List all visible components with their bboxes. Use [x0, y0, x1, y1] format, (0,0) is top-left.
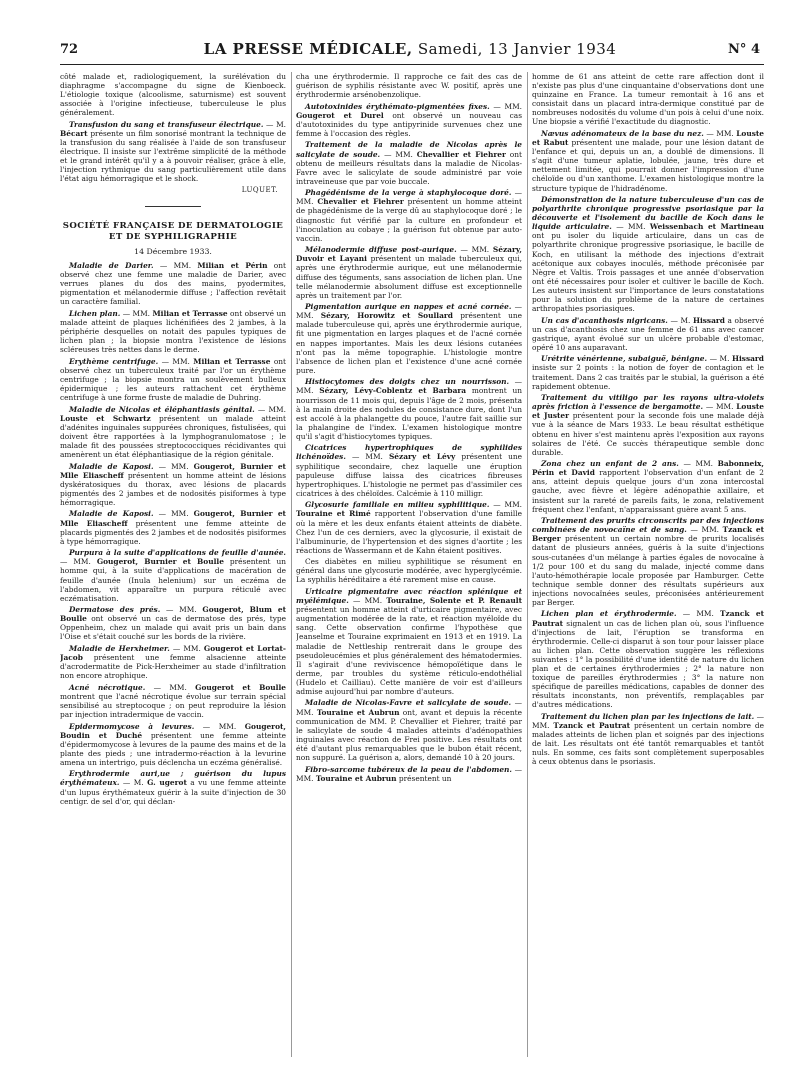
article-acanthosis: Un cas d'acanthosis nigricans. — M. Hissard a observé un cas d'acanthosis chez une femme de 61 ans avec cancer gastrique, ayant évolué sur un ulcère probable d'estomac, opéré 10 ans auparavant.	[532, 315, 764, 352]
article-heading: Traitement du lichen plan par les injections de lait.	[541, 711, 755, 721]
article-heading: Nævus adénomateux de la base du nez.	[541, 128, 704, 138]
article-body: insiste sur 2 points : la notion de foyer de contagion et le traitement. Dans 2 cas traités par le stubial, la guérison a été rapidement obtenue.	[532, 363, 764, 391]
author-names: Gougerot et Lortat-Jacob	[60, 643, 286, 663]
article-heading: Un cas d'acanthosis nigricans.	[541, 315, 668, 325]
article-phagedenisme: Phagédénisme de la verge à staphylocoque doré. — MM. Chevalier et Fiehrer présentent un homme atteint de phagédénisme de la verge dû au staphylocoque doré ; le diagnostic fut vérifié par la culture en profondeur et l'inoculation au cobaye ; la guérison fut obtenue par auto-vaccin.	[296, 188, 522, 243]
column-3	[532, 72, 764, 1062]
author-names: Gougerot, Burnier et Mlle Eliascheff	[60, 461, 286, 480]
article-purpura: Purpura à la suite d'applications de feuille d'aunée. — MM. Gougerot, Burnier et Boulle présentent un homme qui, à la suite d'applications de macération de feuille d'aunée (Inula helenium) sur un eczéma de l'abdomen, vit apparaître un purpura réticulé avec eczématisation.	[60, 548, 286, 603]
article-heading: Histiocytomes des doigts chez un nourrisson.	[305, 377, 510, 387]
article-body: signalent un cas de lichen plan où, sous l'influence d'injections de lait, l'éruption se transforma en érythrodermie. Celle-ci disparut à son tour pour laisser place au lichen plan. Cette observation suggère les réflexions suivantes : 1° la possibilité d'une identité de nature du lichen plan et de certaines érythrodermies ; 2° la nature non toxique de pareilles érythrodermies ; 3° la nature non spécifique de pareilles médications, capables de donner des résultats inconstants, non préventifs, remplaçables par d'autres médications.	[532, 618, 764, 710]
article-acne: Acné nécrotique. — MM. Gougerot et Boulle montrent que l'acné nécrotique évolue sur terrain spécial sensibilisé au streptocoque ; on peut reproduire la lésion par injection intradermique de vaccin.	[60, 682, 286, 720]
article-body: ont observé un malade atteint de plaques lichénifiées des 2 jambes, à la périphérie desquelles on notait des papules typiques de lichen plan ; la biopsie montra l'existence de lésions scléreuses très nettes dans le derme.	[60, 308, 286, 355]
article-herxheimer: Maladie de Herxheimer. — MM. Gougerot et Lortat-Jacob présentent une femme alsacienne atteinte d'acrodermatite de Pick-Herxheimer au stade d'infiltration non encore atrophique.	[60, 643, 286, 681]
article-body: présentent une syphilitique secondaire, chez laquelle une éruption papuleuse diffuse laissa des cicatrices fibreuses hypertrophiques. L'histologie ne permet pas d'assimiler ces cicatrices à des chéloïdes. Calcémie à 110 milligr.	[296, 452, 522, 498]
article-body: ont observé chez un tuberculeux traité par l'or un érythème centrifuge ; la biopsie montra un soulèvement bulleux épidermique ; les auteurs rattachent cet érythème centrifuge à une forme fruste de maladie de Duhring.	[60, 356, 286, 403]
article-heading: Fibro-sarcome tubéreux de la peau de l'abdomen.	[305, 764, 512, 774]
article-heading: Démonstration de la nature tuberculeuse d'un cas de polyarthrite chronique progressive psoriasique par la découverte et l'isolement du bacille de Koch dans le liquide articulaire.	[532, 195, 764, 232]
author-names: Gougerot, Blum et Boulle	[60, 605, 286, 624]
author-names: Milian et Périn	[197, 261, 268, 271]
article-body: présentent une femme atteinte d'épidermomycose à levures de la paume des mains et de la plante des pieds ; une intradermo-réaction à la levurine amena un intertrigo, puis déclencha un eczéma généralisé.	[60, 730, 286, 767]
article-body: rapportent l'observation d'une famille où la mère et les deux enfants étaient atteints de diabète. Chez l'un de ces derniers, avec la glycosurie, il existait de l'albuminurie, de l'hypertension et des signes d'aortite ; les réactions de Wassermann et de Kahn étaient positives.	[296, 509, 522, 555]
article-body: ont, avant et depuis la récente communication de MM. P. Chevallier et Fiehrer, traité par le salicylate de soude 4 malades atteints d'adénopathies inguinales avec réaction de Frei positive. Les résultats ont été d'autant plus remarquables que le bubon était récent, non suppuré. La guérison a, alors, demandé 10 à 20 jours.	[296, 707, 522, 763]
article-heading: Pigmentation aurique en nappes et acné cornée.	[305, 302, 512, 312]
author-names: Hissard	[732, 354, 764, 364]
article-body: présentent une malade, pour une lésion datant de l'enfance et qui, depuis un an, a doublé de dimensions. Il s'agit d'une tumeur aplatie, lobulée, jaune, très dure et nettement limitée, qui pourrait donner l'impression d'une chéloïde ou d'un xanthome. L'examen histologique montre la structure typique de l'hidradénome.	[532, 138, 764, 193]
author-names: Touraine et Aubrun	[316, 707, 400, 717]
article-body: présentent un homme atteint de phagédénisme de la verge dû au staphylocoque doré ; le diagnostic fut vérifié par la culture en profondeur et l'inoculation au cobaye ; la guérison fut obtenue par auto-vaccin.	[296, 197, 522, 243]
article-urticaire: Urticaire pigmentaire avec réaction splénique et myélémique. — MM. Touraine, Solente et P. Renault présentent un homme atteint d'urticaire pigmentaire, avec augmentation modérée de la rate, et réaction myéloïde du sang. Cette observation confirme l'hypothèse que Jeanselme et Touraine exprimaient en 1913 et en 1919. La maladie de Nettleship rentrerait dans le groupe des pseudoleucémies et plus généralement des hématodermies. Il s'agirait d'une reviviscence hémopoïétique dans le derme, par troubles du système réticulo-endothélial (Hudelo et Cailliau). Cette manière de voir est d'ailleurs admise aujourd'hui par nombre d'auteurs.	[296, 586, 522, 696]
author-names: Tzanck et Pautrat	[553, 720, 631, 730]
column-divider	[291, 72, 292, 1057]
article-heading: Glycosurie familiale en milieu syphilitique.	[305, 500, 490, 510]
article-heading: Maladie de Nicolas-Favre et salicylate de soude.	[305, 698, 512, 708]
article-heading: Erythrodermie auri,ue ; guérison du lupus érythémateux.	[60, 769, 286, 788]
article-glycosurie: Glycosurie familiale en milieu syphilitique. — MM. Touraine et Rimé rapportent l'observation d'une famille où la mère et les deux enfants étaient atteints de diabète. Chez l'un de ces derniers, avec la glycosurie, il existait de l'albuminurie, de l'hypertension et des signes d'aortite ; les réactions de Wassermann et de Kahn étaient positives.	[296, 500, 522, 555]
article-darier: Maladie de Darier. — MM. Milian et Périn ont observé chez une femme une maladie de Darier, avec verrues planes du dos des mains, pyodermites, pigmentation et mélanodermie diffuse ; l'affection revêtait un caractère familial.	[60, 261, 286, 307]
society-heading: SOCIÉTÉ FRANÇAISE DE DERMATOLOGIE ET DE SYPHILIGRAPHIE	[62, 221, 284, 242]
author-names: Sézary, Duvoir et Layani	[296, 245, 522, 264]
author-names: Gougerot et Durel	[296, 110, 384, 120]
article-vitiligo: Traitement du vitiligo par les rayons ultra-violets après friction à l'essence de bergamotte. — MM. Louste et Juster présentent pour la seconde fois une malade déjà vue à la séance de Mars 1933. Le beau résultat esthétique obtenu en hiver s'est maintenu après l'exposition aux rayons solaires de l'été. Ce succès thérapeutique semble donc durable.	[532, 393, 764, 457]
article-body: montrent un nourrisson de 11 mois qui, depuis l'âge de 2 mois, présenta à la main droite des nodules de consistance dure, dont l'un est accolé à la phalangette du pouce, l'autre fait saillie sur la phalangine de l'index. L'examen histologique montre qu'il s'agit d'histiocytomes typiques.	[296, 386, 522, 441]
author-names: Tzanck et Pautrat	[532, 609, 764, 628]
author-names: Babonneix, Périn et David	[532, 459, 764, 478]
article-autotoxinides: Autotoxinides érythémato-pigmentées fixes. — MM. Gougerot et Durel ont observé un nouveau cas d'autotoxinides du type antipyrinide survenues chez une femme à l'occasion des règles.	[296, 101, 522, 138]
article-heading: Maladie de Nicolas et éléphantiasis génital.	[69, 404, 255, 414]
article-heading: Lichen plan et érythrodermie.	[541, 609, 677, 619]
article-heading: Purpura à la suite d'applications de feuille d'aunée.	[69, 548, 286, 558]
article-heading: Zona chez un enfant de 2 ans.	[541, 459, 679, 469]
article-heading: Traitement des prurits circonscrits par des injections combinées de novocaïne et de sang.	[532, 516, 764, 535]
section-separator	[145, 206, 201, 207]
article-zona: Zona chez un enfant de 2 ans. — MM. Babonneix, Périn et David rapportent l'observation d'un enfant de 2 ans, atteint depuis quelque jours d'un zona intercostal gauche, avec fièvre et légère adénopathie axillaire, et insistent sur la rareté de pareils faits, le zona, relativement fréquent chez l'enfant, n'apparaissant guère avant 5 ans.	[532, 459, 764, 514]
article-fibro-sarcome: Fibro-sarcome tubéreux de la peau de l'abdomen. — MM. Touraine et Aubrun présentent un	[296, 764, 522, 783]
article-nicolas: Maladie de Nicolas et éléphantiasis génital. — MM. Louste et Schwartz présentent un malade atteint d'adénites inguinales suppurées chroniques, fistulisées, qui doivent être rapportées à la lymphogranulomatose ; le malade fit des poussées streptococciques récidivantes qui amenèrent un état éléphantiasique de la région génitale.	[60, 404, 286, 460]
article-body: ont observé chez une femme une maladie de Darier, avec verrues planes du dos des mains, pyodermites, pigmentation et mélanodermie diffuse ; l'affection revêtait un caractère familial.	[60, 261, 286, 307]
article-lichen-lait: Traitement du lichen plan par les injections de lait. — MM. Tzanck et Pautrat présentent un certain nombre de malades atteints de lichen plan et soignés par des injections de lait. Les résultats ont été tantôt remarquables et tantôt nuls. En somme, ces faits sont complètement superposables à ceux obtenus dans le psoriasis.	[532, 711, 764, 767]
article-heading: Urétrite vénérienne, subaiguë, bénigne.	[541, 354, 708, 364]
article-heading: Cicatrices hypertrophiques de syphilides lichénoïdes.	[296, 443, 522, 462]
article-body: présentent un homme qui, à la suite d'applications de macération de feuille d'aunée (Inula helenium) sur un eczéma de l'abdomen, vit apparaître un purpura réticulé avec eczématisation.	[60, 557, 286, 603]
page-number: 72	[60, 42, 79, 57]
article-erytheme: Erythème centrifuge. — MM. Milian et Terrasse ont observé chez un tuberculeux traité par l'or un érythème centrifuge ; la biopsie montra un soulèvement bulleux épidermique ; les auteurs rattachent cet érythème centrifuge à une forme fruste de maladie de Duhring.	[60, 356, 286, 403]
article-heading: Phagédénisme de la verge à staphylocoque doré.	[305, 188, 512, 198]
article-histiocytomes: Histiocytomes des doigts chez un nourrisson. — MM. Sézary, Lévy-Coblentz et Barbara montrent un nourrisson de 11 mois qui, depuis l'âge de 2 mois, présenta à la main droite des nodules de consistance dure, dont l'un est accolé à la phalangette du pouce, l'autre fait saillie sur la phalangine de l'index. L'examen histologique montre qu'il s'agit d'histiocytomes typiques.	[296, 377, 522, 441]
article-heading: Maladie de Kaposi.	[69, 509, 154, 519]
article-prurits: Traitement des prurits circonscrits par des injections combinées de novocaïne et de sang. — MM. Tzanck et Berger présentent un certain nombre de prurits localisés datant de plusieurs années, guéris à la suite d'injections sous-cutanées d'un mélange à parties égales de novocaïne à 1/2 pour 100 et du sang du malade, injecté comme dans l'auto-hémothérapie locale proposée par Hamburger. Cette technique semble donner des résultats supérieurs aux injections novocaïnées seules, préconisées antérieurement par Berger.	[532, 516, 764, 607]
article-body: présentent une malade tuberculeuse qui, après une érythrodermie aurique, fit une pigmentation en larges plaques et de l'acné cornée en nappes importantes. Mais les deux lésions cutanées n'ont pas la même topographie. L'histologie montre l'absence de lichen plan et l'existence d'une acné cornée pure.	[296, 311, 522, 375]
article-traitement-nicolas: Traitement de la maladie de Nicolas après le salicylate de soude. — MM. Chevallier et Fiehrer ont obtenu de meilleurs résultats dans la maladie de Nicolas-Favre avec le salicylate de soude administré par voie intraveineuse que par voie buccale.	[296, 140, 522, 186]
signature: LUQUET.	[241, 185, 278, 194]
paragraph: Ces diabètes en milieu syphilitique se résument en général dans une glycosurie modérée, avec hyperglycémie. La syphilis héréditaire a été rarement mise en cause.	[296, 557, 522, 585]
article-heading: Maladie de Herxheimer.	[69, 643, 170, 653]
article-heading: Erythème centrifuge.	[69, 356, 159, 366]
page-header	[60, 40, 760, 62]
author-names: Weissenbach et Martineau	[649, 222, 764, 232]
journal-name: LA PRESSE MÉDICALE,	[203, 40, 413, 58]
author-names: Milian et Terrasse	[193, 356, 271, 366]
article-heading: Autotoxinides érythémato-pigmentées fixes.	[305, 101, 490, 111]
header-rule	[60, 64, 764, 65]
column-divider	[527, 72, 528, 1057]
article-erythrodermie: Erythrodermie auri,ue ; guérison du lupus érythémateux. — M. G. ugerot a vu une femme atteinte d'un lupus érythémateux guérir à la suite d'injection de 30 centigr. de sel d'or, qui déclan-	[60, 769, 286, 806]
author-names: Louste et Juster	[532, 402, 764, 421]
article-body: présentent un homme atteint de lésions dyskératosiques du thorax, avec lésions de placards pigmentés des 2 jambes et de nodosités pisiformes à type hémorragique.	[60, 470, 286, 507]
author-names: Chevallier et Fiehrer	[416, 149, 506, 159]
article-melanodermie: Mélanodermie diffuse post-aurique. — MM. Sézary, Duvoir et Layani présentent un malade tuberculeux qui, après une érythrodermie aurique, eut une mélanodermie diffuse des téguments, sans association de lichen plan. Une telle mélanodermie absolument diffuse est exceptionnelle après un traitement par l'or.	[296, 245, 522, 300]
article-heading: Maladie de Darier.	[69, 261, 154, 271]
article-lichen-plan: Lichen plan. — MM. Milian et Terrasse ont observé un malade atteint de plaques lichénifiées des 2 jambes, à la périphérie desquelles on notait des papules typiques de lichen plan ; la biopsie montra l'existence de lésions scléreuses très nettes dans le derme.	[60, 308, 286, 355]
article-body: a observé un cas d'acanthosis chez une femme de 61 ans avec cancer gastrique, ayant évolué sur un ulcère probable d'estomac, opéré 10 ans auparavant.	[532, 315, 764, 352]
article-body: montrent que l'acné nécrotique évolue sur terrain spécial sensibilisé au streptocoque ; on peut reproduire la lésion par injection intradermique de vaccin.	[60, 691, 286, 720]
paragraph: cha une érythrodermie. Il rapproche ce fait des cas de guérison de syphilis résistante avec W. positif, après une érythrodermie arsénobenzolique.	[296, 72, 522, 100]
author-names: Gougerot et Boulle	[195, 682, 286, 692]
article-kaposi-1: Maladie de Kaposi. — MM. Gougerot, Burnier et Mlle Eliascheff présentent un homme atteint de lésions dyskératosiques du thorax, avec lésions de placards pigmentés des 2 jambes et de nodosités pisiformes à type hémorragique.	[60, 461, 286, 507]
article-body: présentent une femme alsacienne atteinte d'acrodermatite de Pick-Herxheimer au stade d'infiltration non encore atrophique.	[60, 653, 286, 681]
article-epidermomycose: Epidermomycose à levures. — MM. Gougerot, Boudin et Duché présentent une femme atteinte d'épidermomycose à levures de la paume des mains et de la plante des pieds ; une intradermo-réaction à la levurine amena un intertrigo, puis déclencha un eczéma généralisé.	[60, 721, 286, 767]
article-body: présentent un	[398, 773, 452, 783]
article-naevus: Nævus adénomateux de la base du nez. — MM. Louste et Rabut présentent une malade, pour une lésion datant de l'enfance et qui, depuis un an, a doublé de dimensions. Il s'agit d'une tumeur aplatie, lobulée, jaune, très dure et nettement limitée, qui pourrait donner l'impression d'une chéloïde ou d'un xanthome. L'examen histologique montre la structure typique de l'hidradénome.	[532, 128, 764, 193]
article-demonstration: Démonstration de la nature tuberculeuse d'un cas de polyarthrite chronique progressive psoriasique par la découverte et l'isolement du bacille de Koch dans le liquide articulaire. — MM. Weissenbach et Martineau ont pu isoler du liquide articulaire, dans un cas de polyarthrite chronique progressive psoriasique, le bacille de Koch, en utilisant la méthode des injections d'extrait acétonique aux cobayes inoculés, méthode préconisée par Nègre et Valtis. Trois passages et une année d'observation ont été nécessaires pour isoler et cultiver le bacille de Koch. Les auteurs insistent sur l'importance de leurs constatations pour la solution du problème de la nature de certaines arthropathies psoriasiques.	[532, 195, 764, 314]
article-heading: Dermatose des prés.	[69, 605, 161, 615]
article-body: ont observé un cas de dermatose des prés, type Oppenheim, chez un malade qui avait pris un bain dans l'Oise et s'était couché sur les bords de la rivière.	[60, 614, 286, 642]
article-heading: Epidermomycose à levures.	[69, 721, 195, 731]
article-transfusion: Transfusion du sang et transfuseur électrique. — M. Bécart présente un film sonorisé montrant la technique de la transfusion du sang réalisée à l'aide de son transfuseur électrique. Il insiste sur l'extrême simplicité de la méthode et le grand intérêt qu'il y a à pouvoir réaliser, grâce à elle, l'injection rythmique du sang particulièrement utile dans l'état aigu hémorragique et le shock.	[60, 119, 286, 184]
article-body: ont pu isoler du liquide articulaire, dans un cas de polyarthrite chronique progressive psoriasique, le bacille de Koch, en utilisant la méthode des injections d'extrait acétonique aux cobayes inoculés, méthode préconisée par Nègre et Valtis. Trois passages et une année d'observation ont été nécessaires pour isoler et cultiver le bacille de Koch. Les auteurs insistent sur l'importance de leurs constatations pour la solution du problème de la nature de certaines arthropathies psoriasiques.	[532, 231, 764, 314]
article-body: ont obtenu de meilleurs résultats dans la maladie de Nicolas-Favre avec le salicylate de soude administré par voie intraveineuse que par voie buccale.	[296, 149, 522, 186]
article-body: présentent un malade atteint d'adénites inguinales suppurées chroniques, fistulisées, qui doivent être rapportées à la lymphogranulomatose ; le malade fit des poussées streptococciques récidivantes qui amenèrent un état éléphantiasique de la région génitale.	[60, 413, 286, 460]
journal-title-line	[60, 40, 760, 58]
author-names: Hissard	[692, 315, 725, 325]
article-body: présentent une femme atteinte de placards pigmentés des 2 jambes et de nodosités pisiformes à type hémorragique.	[60, 518, 286, 546]
author-names: Gougerot, Burnier et Mlle Eliascheff	[60, 509, 286, 528]
article-body: présentent un malade tuberculeux qui, après une érythrodermie aurique, eut une mélanodermie diffuse des téguments, sans association de lichen plan. Une telle mélanodermie absolument diffuse est exceptionnelle après un traitement par l'or.	[296, 254, 522, 300]
author-names: Gougerot, Burnier et Boulle	[96, 557, 224, 567]
session-date: 14 Décembre 1933.	[134, 247, 212, 256]
article-body: présente un film sonorisé montrant la technique de la transfusion du sang réalisée à l'aide de son transfuseur électrique. Il insiste sur l'extrême simplicité de la méthode et le grand intérêt qu'il y a à pouvoir réaliser, grâce à elle, l'injection rythmique du sang particulièrement utile dans l'état aigu hémorragique et le shock.	[60, 128, 286, 184]
article-body: présentent pour la seconde fois une malade déjà vue à la séance de Mars 1933. Le beau résultat esthétique obtenu en hiver s'est maintenu après l'exposition aux rayons solaires de l'été. Ce succès thérapeutique semble donc durable.	[532, 411, 764, 457]
article-pigmentation: Pigmentation aurique en nappes et acné cornée. — MM. Sézary, Horowitz et Soullard présentent une malade tuberculeuse qui, après une érythrodermie aurique, fit une pigmentation en larges plaques et de l'acné cornée en nappes importantes. Mais les deux lésions cutanées n'ont pas la même topographie. L'histologie montre l'absence de lichen plan et l'existence d'une acné cornée pure.	[296, 302, 522, 375]
paragraph: côté malade et, radiologiquement, la surélévation du diaphragme s'accompagne du signe de Kienboeck. L'étiologie toxique (alcoolisme, saturnisme) est souvent associée à l'origine infectieuse, tuberculeuse le plus généralement.	[60, 72, 286, 118]
issue-number: N° 4	[728, 42, 760, 57]
article-dermatose: Dermatose des prés. — MM. Gougerot, Blum et Boulle ont observé un cas de dermatose des prés, type Oppenheim, chez un malade qui avait pris un bain dans l'Oise et s'était couché sur les bords de la rivière.	[60, 605, 286, 642]
article-heading: Mélanodermie diffuse post-aurique.	[305, 245, 457, 255]
author-names: Bécart	[60, 128, 88, 138]
article-kaposi-2: Maladie de Kaposi. — MM. Gougerot, Burnier et Mlle Eliascheff présentent une femme atteinte de placards pigmentés des 2 jambes et de nodosités pisiformes à type hémorragique.	[60, 509, 286, 546]
author-names: Gougerot, Boudin et Duché	[60, 721, 286, 740]
column-1	[60, 72, 286, 1062]
article-heading: Acné nécrotique.	[69, 682, 146, 692]
author-names: Louste et Schwartz	[60, 413, 151, 423]
author-names: G. ugerot	[147, 778, 187, 788]
author-names: Milian et Terrasse	[152, 308, 228, 318]
article-cicatrices: Cicatrices hypertrophiques de syphilides lichénoïdes. — MM. Sézary et Lévy présentent une syphilitique secondaire, chez laquelle une éruption papuleuse diffuse laissa des cicatrices fibreuses hypertrophiques. L'histologie ne permet pas d'assimiler ces cicatrices à des chéloïdes. Calcémie à 110 milligr.	[296, 443, 522, 498]
article-body: a vu une femme atteinte d'un lupus érythémateux guérir à la suite d'injection de 30 centigr. de sel d'or, qui déclan-	[60, 778, 286, 806]
article-body: présentent un homme atteint d'urticaire pigmentaire, avec augmentation modérée de la rate, et réaction myéloïde du sang. Cette observation confirme l'hypothèse que Jeanselme et Touraine exprimaient en 1913 et en 1919. La maladie de Nettleship rentrerait dans le groupe des pseudoleucémies et plus généralement des hématodermies. Il s'agirait d'une reviviscence hémopoïétique dans le derme, par troubles du système réticulo-endothélial (Hudelo et Cailliau). Cette manière de voir est d'ailleurs admise aujourd'hui par nombre d'auteurs.	[296, 605, 522, 696]
article-body: ont observé un nouveau cas d'autotoxinides du type antipyrinide survenues chez une femme à l'occasion des règles.	[296, 110, 522, 138]
article-uretrite: Urétrite vénérienne, subaiguë, bénigne. — M. Hissard insiste sur 2 points : la notion de foyer de contagion et le traitement. Dans 2 cas traités par le stubial, la guérison a été rapidement obtenue.	[532, 354, 764, 391]
article-lichen-erythrodermie: Lichen plan et érythrodermie. — MM. Tzanck et Pautrat signalent un cas de lichen plan où, sous l'influence d'injections de lait, l'éruption se transforma en érythrodermie. Celle-ci disparut à son tour pour laisser place au lichen plan. Cette observation suggère les réflexions suivantes : 1° la possibilité d'une identité de nature du lichen plan et de certaines érythrodermies ; 2° la nature non toxique de pareilles érythrodermies ; 3° la nature non spécifique de pareilles médications, capables de donner des résultats inconstants, non préventifs, remplaçables par d'autres médications.	[532, 609, 764, 710]
article-body: présentent un certain nombre de prurits localisés datant de plusieurs années, guéris à la suite d'injections sous-cutanées d'un mélange à parties égales de novocaïne à 1/2 pour 100 et du sang du malade, injecté comme dans l'auto-hémothérapie locale proposée par Hamburger. Cette technique semble donner des résultats supérieurs aux injections novocaïnées seules, préconisées antérieurement par Berger.	[532, 534, 764, 607]
paragraph: homme de 61 ans atteint de cette rare affection dont il n'existe pas plus d'une cinquantaine d'observations dont une quinzaine en France. La tumeur remontait à 16 ans et consistait dans un placard intra-dermique constitué par de nombreuses nodosités du volume d'un pois à celui d'une noix. Une biopsie a vérifié l'exactitude du diagnostic.	[532, 72, 764, 127]
author-names: Touraine et Aubrun	[315, 773, 397, 783]
article-body: rapportent l'observation d'un enfant de 2 ans, atteint depuis quelque jours d'un zona intercostal gauche, avec fièvre et légère adénopathie axillaire, et insistent sur la rareté de pareils faits, le zona, relativement fréquent chez l'enfant, n'apparaissant guère avant 5 ans.	[532, 468, 764, 514]
author-names: Touraine, Solente et P. Renault	[386, 596, 522, 606]
article-heading: Traitement du vitiligo par les rayons ultra-violets après friction à l'essence de bergamotte.	[532, 393, 764, 412]
issue-date: Samedi, 13 Janvier 1934	[417, 40, 617, 58]
article-body: présentent un certain nombre de malades atteints de lichen plan et soignés par des injections de lait. Les résultats ont été tantôt remarquables et tantôt nuls. En somme, ces faits sont complètement superposables à ceux obtenus dans le psoriasis.	[532, 720, 764, 767]
column-2	[296, 72, 522, 1062]
article-heading: Maladie de Kaposi.	[69, 461, 154, 471]
author-names: Chevalier et Fiehrer	[317, 197, 404, 207]
author-names: Tzanck et Berger	[532, 525, 764, 544]
article-heading: Traitement de la maladie de Nicolas après le salicylate de soude.	[296, 140, 522, 159]
article-heading: Transfusion du sang et transfuseur électrique.	[69, 119, 264, 129]
author-names: Louste et Rabut	[532, 128, 764, 148]
author-names: Sézary, Horowitz et Soullard	[320, 311, 453, 321]
author-names: Touraine et Rimé	[296, 509, 371, 519]
article-heading: Urticaire pigmentaire avec réaction splénique et myélémique.	[296, 586, 522, 606]
article-heading: Lichen plan.	[69, 308, 121, 318]
author-names: Sézary, Lévy-Coblentz et Barbara	[319, 386, 467, 396]
article-nicolas-favre: Maladie de Nicolas-Favre et salicylate de soude. — MM. Touraine et Aubrun ont, avant et depuis la récente communication de MM. P. Chevallier et Fiehrer, traité par le salicylate de soude 4 malades atteints d'adénopathies inguinales avec réaction de Frei positive. Les résultats ont été d'autant plus remarquables que le bubon était récent, non suppuré. La guérison a, alors, demandé 10 à 20 jours.	[296, 698, 522, 763]
author-names: Sézary et Lévy	[388, 452, 456, 462]
